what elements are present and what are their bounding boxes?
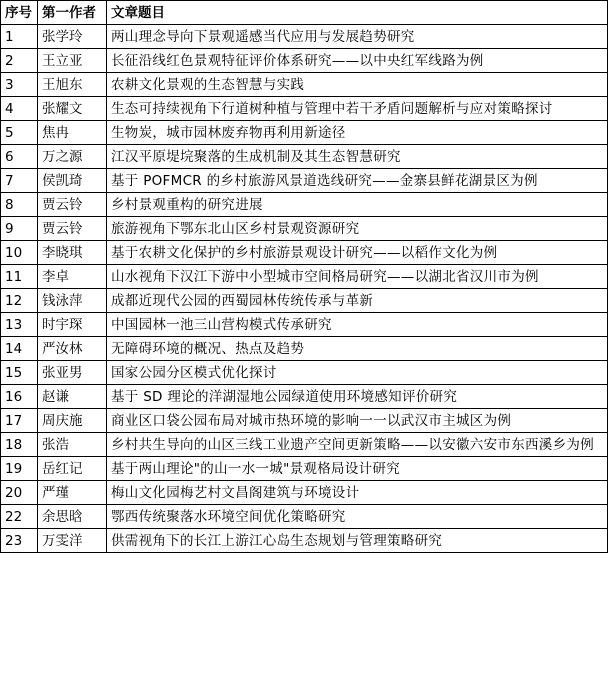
row-index: 17	[1, 409, 38, 433]
table-row	[1, 505, 608, 529]
header-author: 第一作者	[38, 1, 107, 25]
table-row	[1, 145, 608, 169]
table-row	[1, 25, 608, 49]
row-author: 时宇琛	[38, 313, 107, 337]
table-row	[1, 433, 608, 457]
row-index: 16	[1, 385, 38, 409]
row-index: 3	[1, 73, 38, 97]
row-title: 江汉平原堤垸聚落的生成机制及其生态智慧研究	[107, 145, 608, 169]
table-row	[1, 265, 608, 289]
table-row	[1, 481, 608, 505]
row-index: 18	[1, 433, 38, 457]
row-author: 万雯洋	[38, 529, 107, 553]
table-row	[1, 337, 608, 361]
row-index: 22	[1, 505, 38, 529]
row-author: 严汝林	[38, 337, 107, 361]
table-row	[1, 169, 608, 193]
row-author: 王旭东	[38, 73, 107, 97]
row-author: 贾云铃	[38, 193, 107, 217]
row-title: 商业区口袋公园布局对城市热环境的影响一一以武汉市主城区为例	[107, 409, 608, 433]
row-index: 4	[1, 97, 38, 121]
row-author: 钱泳萍	[38, 289, 107, 313]
table-row	[1, 97, 608, 121]
row-index: 19	[1, 457, 38, 481]
table-row	[1, 361, 608, 385]
row-author: 余思晗	[38, 505, 107, 529]
row-author: 李卓	[38, 265, 107, 289]
row-index: 10	[1, 241, 38, 265]
row-index: 13	[1, 313, 38, 337]
row-title: 旅游视角下鄂东北山区乡村景观资源研究	[107, 217, 608, 241]
row-title: 无障碍环境的概况、热点及趋势	[107, 337, 608, 361]
row-author: 贾云铃	[38, 217, 107, 241]
row-title: 基于 SD 理论的洋湖湿地公园绿道使用环境感知评价研究	[107, 385, 608, 409]
table-row	[1, 457, 608, 481]
row-author: 李晓琪	[38, 241, 107, 265]
table-header-row	[1, 1, 608, 25]
row-title: 长征沿线红色景观特征评价体系研究——以中央红军线路为例	[107, 49, 608, 73]
row-title: 山水视角下汉江下游中小型城市空间格局研究——以湖北省汉川市为例	[107, 265, 608, 289]
row-author: 张亚男	[38, 361, 107, 385]
row-title: 乡村景观重构的研究进展	[107, 193, 608, 217]
table-row	[1, 241, 608, 265]
table-row	[1, 121, 608, 145]
table-row	[1, 289, 608, 313]
row-index: 6	[1, 145, 38, 169]
table-row	[1, 385, 608, 409]
row-title: 供需视角下的长江上游江心岛生态规划与管理策略研究	[107, 529, 608, 553]
row-index: 11	[1, 265, 38, 289]
row-title: 生态可持续视角下行道树种植与管理中若干矛盾问题解析与应对策略探讨	[107, 97, 608, 121]
table-row	[1, 313, 608, 337]
row-title: 中国园林一池三山营构模式传承研究	[107, 313, 608, 337]
table-row	[1, 529, 608, 553]
row-title: 两山理念导向下景观遥感当代应用与发展趋势研究	[107, 25, 608, 49]
row-index: 5	[1, 121, 38, 145]
table-row	[1, 73, 608, 97]
row-title: 鄂西传统聚落水环境空间优化策略研究	[107, 505, 608, 529]
row-index: 2	[1, 49, 38, 73]
row-author: 周庆施	[38, 409, 107, 433]
row-author: 万之源	[38, 145, 107, 169]
row-author: 赵谦	[38, 385, 107, 409]
row-author: 王立亚	[38, 49, 107, 73]
row-author: 侯凯琦	[38, 169, 107, 193]
row-index: 1	[1, 25, 38, 49]
row-index: 12	[1, 289, 38, 313]
row-author: 张学玲	[38, 25, 107, 49]
row-title: 基于 POFMCR 的乡村旅游风景道选线研究——金寨县鲜花湖景区为例	[107, 169, 608, 193]
row-index: 23	[1, 529, 38, 553]
row-index: 7	[1, 169, 38, 193]
row-title: 国家公园分区模式优化探讨	[107, 361, 608, 385]
row-title: 生物炭，城市园林废弃物再利用新途径	[107, 121, 608, 145]
row-title: 梅山文化园梅艺村文昌阁建筑与环境设计	[107, 481, 608, 505]
row-index: 8	[1, 193, 38, 217]
table-row	[1, 409, 608, 433]
row-author: 张浩	[38, 433, 107, 457]
row-title: 基于农耕文化保护的乡村旅游景观设计研究——以稻作文化为例	[107, 241, 608, 265]
row-index: 9	[1, 217, 38, 241]
row-title: 乡村共生导向的山区三线工业遗产空间更新策略——以安徽六安市东西溪乡为例	[107, 433, 608, 457]
row-index: 20	[1, 481, 38, 505]
row-title: 成都近现代公园的西蜀园林传统传承与革新	[107, 289, 608, 313]
row-index: 14	[1, 337, 38, 361]
header-index: 序号	[1, 1, 38, 25]
table-row	[1, 217, 608, 241]
row-title: 农耕文化景观的生态智慧与实践	[107, 73, 608, 97]
table-row	[1, 49, 608, 73]
row-author: 张耀文	[38, 97, 107, 121]
row-author: 岳红记	[38, 457, 107, 481]
table-row	[1, 193, 608, 217]
row-author: 严瑾	[38, 481, 107, 505]
row-author: 焦冉	[38, 121, 107, 145]
row-title: 基于两山理论"的山一水一城"景观格局设计研究	[107, 457, 608, 481]
row-index: 15	[1, 361, 38, 385]
header-title: 文章题目	[107, 1, 608, 25]
